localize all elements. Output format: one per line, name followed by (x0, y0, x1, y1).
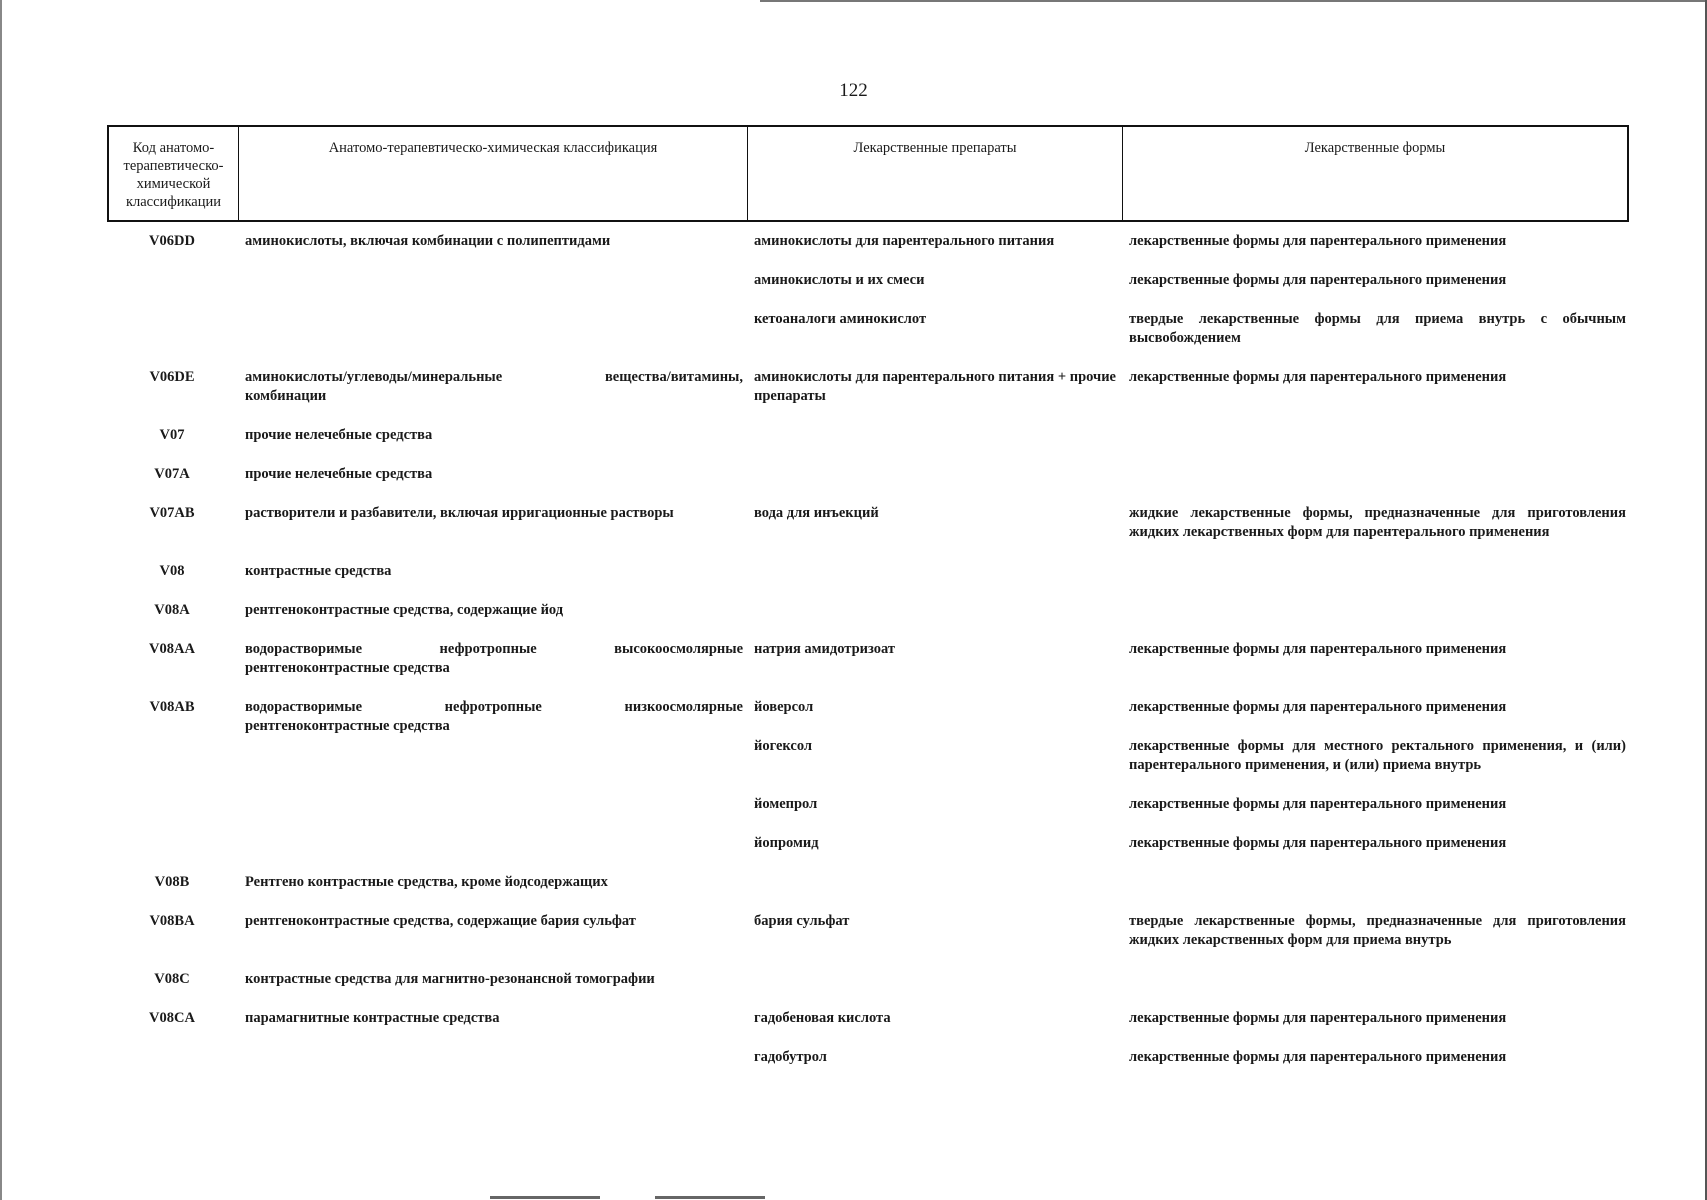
drug-name: йомепрол (754, 796, 818, 812)
header-code-line: химической (136, 176, 211, 192)
classification-line: комбинации (245, 388, 327, 404)
dosage-form: жидкие лекарственные формы, предназначенные для приготовления жидких лекарственных форм для парентерального применения (1129, 505, 1626, 540)
page-number: 122 (839, 80, 868, 101)
scan-mark (490, 1196, 600, 1199)
dosage-form: лекарственные формы для парентерального применения (1129, 1049, 1507, 1065)
dosage-form: лекарственные формы для парентерального применения (1129, 641, 1507, 657)
drug-name: йопромид (754, 835, 819, 851)
atc-classification: Рентгено контрастные средства, кроме йодсодержащих (245, 874, 608, 890)
atc-classification: аминокислоты, включая комбинации с полипептидами (245, 233, 611, 249)
header-classification: Анатомо-терапевтическо-химическая классификация (239, 127, 748, 220)
atc-code: V07A (154, 466, 190, 482)
atc-code: V06DD (149, 233, 195, 249)
atc-code: V08BA (149, 913, 195, 929)
drug-name: бария сульфат (754, 913, 850, 929)
atc-code: V08 (159, 563, 185, 579)
drug-name: йогексол (754, 738, 813, 754)
atc-code: V08AB (149, 699, 195, 715)
scan-edge-left (0, 0, 2, 1200)
drug-name: аминокислоты и их смеси (754, 272, 925, 288)
atc-classification: прочие нелечебные средства (245, 466, 433, 482)
atc-classification (245, 698, 743, 736)
classification-line: водорастворимые нефротропные высокоосмолярные (245, 641, 743, 657)
atc-classification: рентгеноконтрастные средства, содержащие бария сульфат (245, 913, 636, 929)
atc-code: V08CA (149, 1010, 195, 1026)
scan-edge-top (760, 0, 1707, 2)
atc-code: V07AB (149, 505, 195, 521)
drug-name: вода для инъекций (754, 505, 879, 521)
dosage-form: твердые лекарственные формы, предназначенные для приготовления жидких лекарственных форм для приема внутрь (1129, 913, 1626, 948)
classification-line: рентгеноконтрастные средства (245, 660, 450, 676)
drug-name: йоверсол (754, 699, 814, 715)
atc-classification: растворители и разбавители, включая ирригационные растворы (245, 505, 674, 521)
atc-classification: рентгеноконтрастные средства, содержащие йод (245, 602, 564, 618)
header-code-line: Код анатомо- (132, 140, 215, 156)
classification-line: водорастворимые нефротропные низкоосмолярные (245, 699, 743, 715)
atc-classification (245, 368, 743, 406)
dosage-form: лекарственные формы для парентерального применения (1129, 835, 1507, 851)
header-code (109, 127, 239, 220)
atc-code: V06DE (149, 369, 195, 385)
dosage-form: лекарственные формы для парентерального применения (1129, 699, 1507, 715)
header-code-line: классификации (125, 194, 222, 210)
dosage-form: лекарственные формы для парентерального применения (1129, 1010, 1507, 1026)
drug-name: гадобутрол (754, 1049, 827, 1065)
header-drugs: Лекарственные препараты (748, 127, 1123, 220)
atc-classification (245, 640, 743, 678)
scan-mark (655, 1196, 765, 1199)
drug-name: натрия амидотризоат (754, 641, 895, 657)
atc-code: V08A (154, 602, 190, 618)
atc-classification: контрастные средства (245, 563, 392, 579)
header-code-line: терапевтическо- (123, 158, 224, 174)
dosage-form: лекарственные формы для местного ректального применения, и (или) парентерального применения, и (или) приема внутрь (1129, 738, 1626, 773)
dosage-form: лекарственные формы для парентерального применения (1129, 233, 1507, 249)
classification-line: аминокислоты/углеводы/минеральные вещества/витамины, (245, 369, 743, 385)
atc-code: V08B (154, 874, 190, 890)
atc-classification: контрастные средства для магнитно-резонансной томографии (245, 971, 655, 987)
drug-name: аминокислоты для парентерального питания + прочие препараты (754, 369, 1116, 404)
atc-code: V07 (159, 427, 185, 443)
drug-name: кетоаналоги аминокислот (754, 311, 927, 327)
atc-code: V08AA (149, 641, 195, 657)
atc-classification: парамагнитные контрастные средства (245, 1010, 500, 1026)
dosage-form: лекарственные формы для парентерального применения (1129, 369, 1507, 385)
dosage-form: твердые лекарственные формы для приема внутрь с обычным высвобождением (1129, 311, 1626, 346)
header-forms: Лекарственные формы (1304, 140, 1446, 156)
atc-code: V08C (154, 971, 190, 987)
classification-line: рентгеноконтрастные средства (245, 718, 450, 734)
drug-name: аминокислоты для парентерального питания (754, 233, 1055, 249)
atc-classification: прочие нелечебные средства (245, 427, 433, 443)
table-header (107, 125, 1629, 222)
dosage-form: лекарственные формы для парентерального применения (1129, 272, 1507, 288)
drug-name: гадобеновая кислота (754, 1010, 891, 1026)
dosage-form: лекарственные формы для парентерального применения (1129, 796, 1507, 812)
